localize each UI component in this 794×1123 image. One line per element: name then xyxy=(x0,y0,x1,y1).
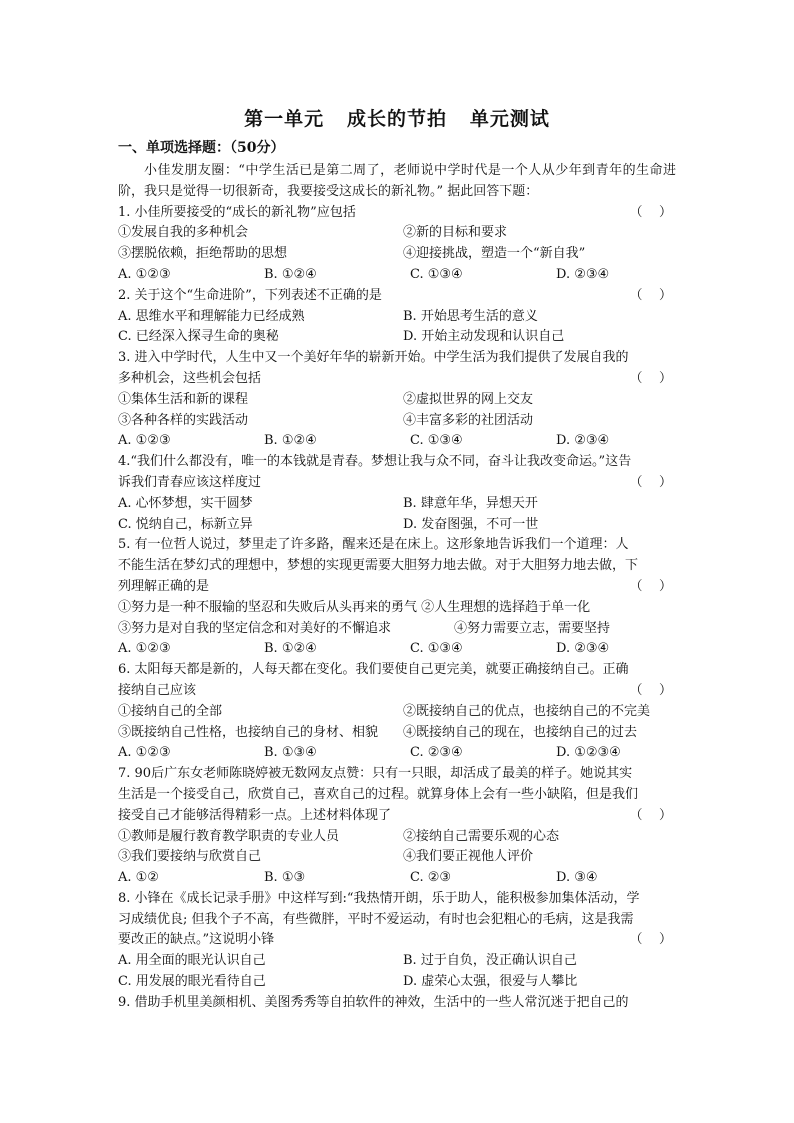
question-stem-cont xyxy=(118,681,676,702)
option-b: B. 过于自负，没正确认识自己 xyxy=(403,953,577,969)
statement: ①发展自我的多种机会 xyxy=(118,225,249,241)
statement-row xyxy=(118,411,676,432)
option-row xyxy=(118,515,676,536)
question-stem-cont: 生活是一个接受自己，欣赏自己，喜欢自己的过程。就算身体上会有一些小缺陷，但是我们 xyxy=(118,786,639,802)
question-6: 6. 太阳每天都是新的，人每天都在变化。我们要使自己更完美，就要正确接纳自己。正确 xyxy=(118,662,629,678)
section-heading: 一、单项选择题：（50分） xyxy=(118,140,285,156)
statement: ②既接纳自己的优点，也接纳自己的不完美 xyxy=(403,703,651,719)
option-c: C. 已经深入探寻生命的奥秘 xyxy=(118,329,279,345)
statement: ④丰富多彩的社团活动 xyxy=(403,412,534,428)
option-a: A. 用全面的眼光认识自己 xyxy=(118,953,266,969)
option-row xyxy=(118,327,676,348)
question-stem-cont xyxy=(118,473,676,494)
answer-blank: （ ） xyxy=(629,578,672,594)
question-stem: 诉我们青春应该这样度过 xyxy=(118,474,262,490)
statement-row xyxy=(118,619,676,640)
option-c: C. ②③ xyxy=(410,870,452,886)
option-a: A. ①②③ xyxy=(118,266,171,282)
statement: ①教师是履行教育教学职责的专业人员 xyxy=(118,828,340,844)
answer-blank: （ ） xyxy=(629,204,672,220)
question-stem-cont: 习成绩优良; 但我个子不高，有些微胖，平时不爱运动，有时也会犯粗心的毛病，这是我需 xyxy=(118,911,634,927)
answer-blank: （ ） xyxy=(629,932,672,948)
option-b: B. ①②④ xyxy=(264,266,317,282)
option-c: C. ①③④ xyxy=(410,433,463,449)
statement-row xyxy=(118,723,676,744)
option-row xyxy=(118,265,676,286)
question-stem: 接受自己才能够活得精彩一点。上述材料体现了 xyxy=(118,807,392,823)
question-stem: 2. 关于这个“生命进阶”，下列表述不正确的是 xyxy=(118,287,382,303)
option-a: A. ①②③ xyxy=(118,641,171,657)
statement: ④努力需要立志，需要坚持 xyxy=(454,620,611,636)
statement-row xyxy=(118,847,676,868)
option-a: A. ①② xyxy=(118,870,159,886)
statement-row xyxy=(118,244,676,265)
answer-blank: （ ） xyxy=(629,287,672,303)
answer-blank: （ ） xyxy=(629,682,672,698)
question-9: 9. 借助手机里美颜相机、美图秀秀等自拍软件的神效，生活中的一些人常沉迷于把自己的 xyxy=(118,994,629,1010)
option-a: A. ①②③ xyxy=(118,433,171,449)
statement-row xyxy=(118,223,676,244)
option-row xyxy=(118,639,676,660)
question-8: 8. 小锋在《成长记录手册》中这样写到:“我热情开朗，乐于助人，能积极参加集体活动，学 xyxy=(118,890,640,906)
statement-row xyxy=(118,827,676,848)
option-c: C. ①③④ xyxy=(410,266,463,282)
option-d: D. ②③④ xyxy=(556,433,610,449)
statement: ④迎接挑战，塑造一个“新自我” xyxy=(403,246,586,262)
option-b: B. 开始思考生活的意义 xyxy=(403,308,538,324)
question-4: 4.“我们什么都没有，唯一的本钱就是青春。梦想让我与众不同，奋斗让我改变命运。”这告 xyxy=(118,454,632,470)
statement: ②新的目标和要求 xyxy=(403,225,508,241)
option-b: B. 肆意年华，异想天开 xyxy=(403,495,538,511)
statement-row xyxy=(118,702,676,723)
option-c: C. 悦纳自己，标新立异 xyxy=(118,516,253,532)
statement: ③努力是对自我的坚定信念和对美好的不懈追求 xyxy=(118,620,392,636)
question-stem: 列理解正确的是 xyxy=(118,578,210,594)
statement-row: ①努力是一种不服输的坚忍和失败后从头再来的勇气 ②人生理想的选择趋于单一化 xyxy=(118,599,591,615)
question-stem: 1. 小佳所要接受的“成长的新礼物”应包括 xyxy=(118,204,356,220)
answer-blank: （ ） xyxy=(629,370,672,386)
option-row xyxy=(118,951,676,972)
question-stem: 要改正的缺点。”这说明小锋 xyxy=(118,932,275,948)
option-row xyxy=(118,743,676,764)
option-b: B. ①②④ xyxy=(264,641,317,657)
question-stem: 接纳自己应该 xyxy=(118,682,197,698)
statement: ③摆脱依赖，拒绝帮助的思想 xyxy=(118,246,288,262)
option-row xyxy=(118,307,676,328)
option-a: A. 心怀梦想，实干圆梦 xyxy=(118,495,253,511)
question-7: 7. 90后广东女老师陈晓婷被无数网友点赞：只有一只眼，却活成了最美的样子。她说其实 xyxy=(118,766,633,782)
option-d: D. ③④ xyxy=(556,870,598,886)
statement: ③既接纳自己性格，也接纳自己的身材、相貌 xyxy=(118,724,379,740)
option-a: A. 思维水平和理解能力已经成熟 xyxy=(118,308,305,324)
option-row xyxy=(118,494,676,515)
question-stem: 多种机会，这些机会包括 xyxy=(118,370,262,386)
option-b: B. ①③④ xyxy=(264,745,317,761)
option-d: D. ②③④ xyxy=(556,641,610,657)
question-1 xyxy=(118,203,676,224)
statement: ②接纳自己需要乐观的心态 xyxy=(403,828,560,844)
question-stem-cont xyxy=(118,930,676,951)
option-b: B. ①③ xyxy=(264,870,306,886)
answer-blank: （ ） xyxy=(629,474,672,490)
option-a: A. ①②③ xyxy=(118,745,171,761)
option-row xyxy=(118,431,676,452)
option-d: D. 虚荣心太强，很爱与人攀比 xyxy=(403,974,578,990)
option-c: C. 用发展的眼光看待自己 xyxy=(118,974,266,990)
question-5: 5. 有一位哲人说过，梦里走了许多路，醒来还是在床上。这形象地告诉我们一个道理：人 xyxy=(118,537,629,553)
option-b: B. ①②④ xyxy=(264,433,317,449)
statement: ①集体生活和新的课程 xyxy=(118,391,249,407)
statement-row xyxy=(118,390,676,411)
question-stem-cont xyxy=(118,806,676,827)
option-d: D. 开始主动发现和认识自己 xyxy=(403,329,565,345)
option-d: D. ①②③④ xyxy=(556,745,621,761)
statement: ③我们要接纳与欣赏自己 xyxy=(118,849,262,865)
question-3: 3. 进入中学时代，人生中又一个美好年华的崭新开始。中学生活为我们提供了发展自我的 xyxy=(118,350,629,366)
option-row xyxy=(118,972,676,993)
page-title: 第一单元 成长的节拍 单元测试 xyxy=(244,108,550,130)
question-stem-cont xyxy=(118,369,676,390)
exam-page xyxy=(118,104,676,1014)
intro-text: 小佳发朋友圈：“中学生活已是第二周了，老师说中学时代是一个人从少年到青年的生命进阶，我只是觉得一切很新奇，我要接受这成长的新礼物。” 据此回答下题： xyxy=(118,163,676,199)
statement: ④我们要正视他人评价 xyxy=(403,849,534,865)
option-d: D. 发奋图强，不可一世 xyxy=(403,516,539,532)
statement: ③各种各样的实践活动 xyxy=(118,412,249,428)
statement: ④既接纳自己的现在，也接纳自己的过去 xyxy=(403,724,638,740)
question-2 xyxy=(118,286,676,307)
statement: ①接纳自己的全部 xyxy=(118,703,223,719)
answer-blank: （ ） xyxy=(629,807,672,823)
option-c: C. ②③④ xyxy=(410,745,463,761)
option-c: C. ①③④ xyxy=(410,641,463,657)
question-stem-cont: 不能生活在梦幻式的理想中，梦想的实现更需要大胆努力地去做。对于大胆努力地去做，下 xyxy=(118,558,639,574)
option-row xyxy=(118,868,676,889)
option-d: D. ②③④ xyxy=(556,266,610,282)
statement: ②虚拟世界的网上交友 xyxy=(403,391,534,407)
question-stem-cont xyxy=(118,577,676,598)
